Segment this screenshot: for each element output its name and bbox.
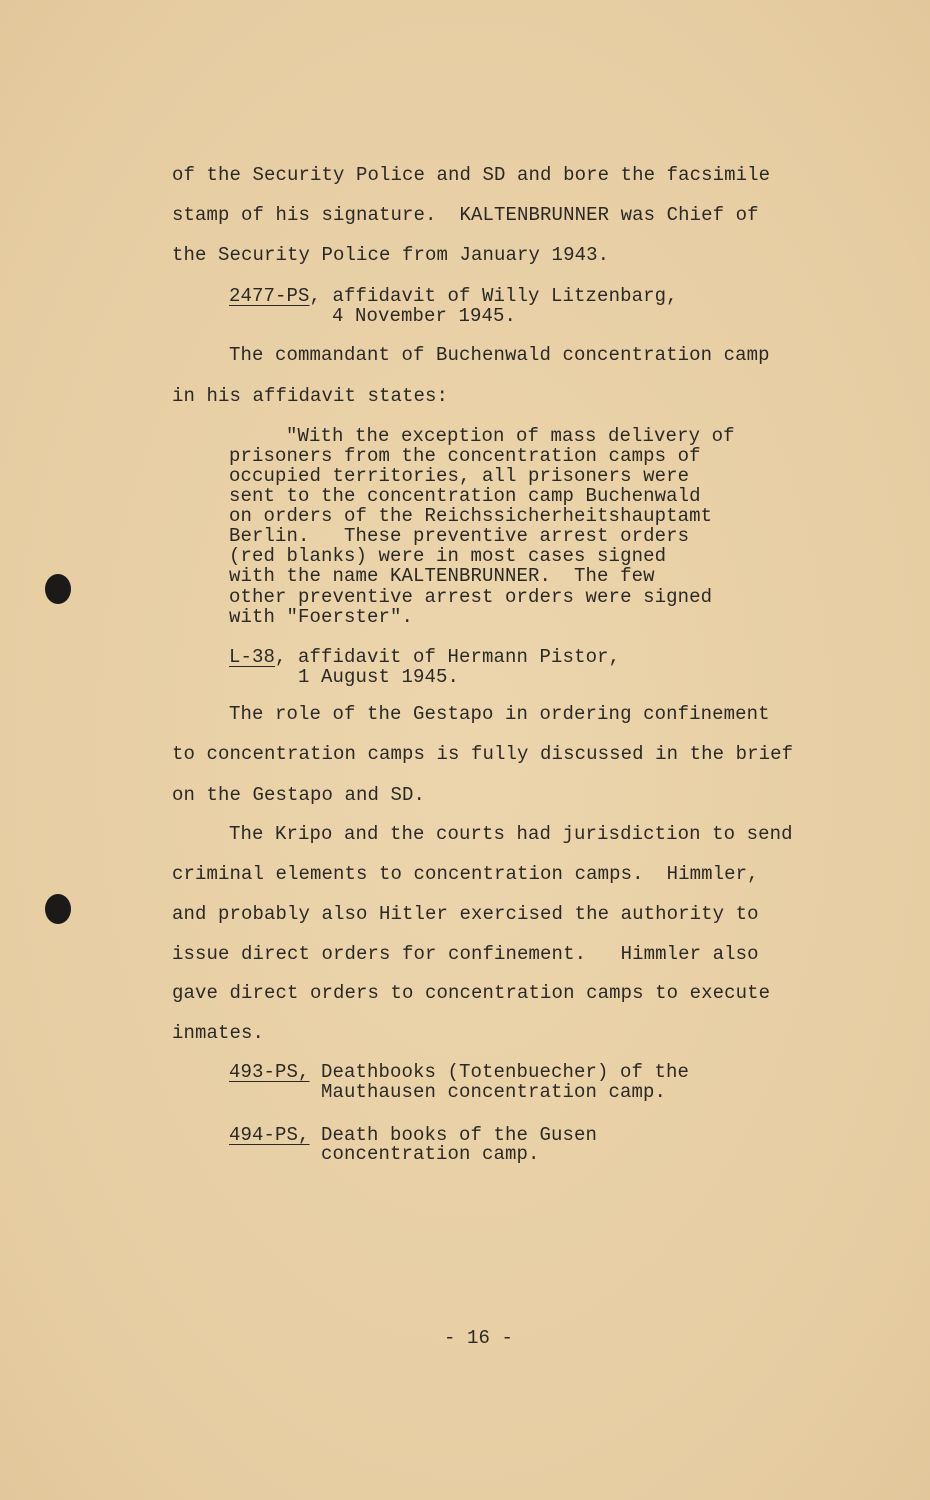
- text-line: stamp of his signature. KALTENBRUNNER was Chief of: [172, 204, 759, 226]
- text-line: in his affidavit states:: [172, 385, 449, 407]
- quote-line: (red blanks) were in most cases signed: [229, 545, 667, 567]
- text-line: The commandant of Buchenwald concentration camp: [229, 344, 770, 366]
- citation-l-38: [229, 646, 620, 668]
- text-line: and probably also Hitler exercised the authority to: [172, 903, 759, 925]
- text-line: on the Gestapo and SD.: [172, 784, 426, 806]
- page-number: - 16 -: [444, 1327, 514, 1349]
- citation-date: 1 August 1945.: [298, 666, 460, 688]
- quote-line: prisoners from the concentration camps of: [229, 445, 701, 467]
- text-line: The role of the Gestapo in ordering confinement: [229, 703, 770, 725]
- citation-text: , affidavit of Willy Litzenbarg,: [309, 285, 678, 307]
- quote-line: other preventive arrest orders were signed: [229, 586, 713, 608]
- citation-date: 4 November 1945.: [332, 305, 517, 327]
- text-line: to concentration camps is fully discussed in the brief: [172, 743, 794, 765]
- citation-2477-ps: [229, 285, 678, 307]
- text-line: gave direct orders to concentration camps to execute: [172, 982, 771, 1004]
- citation-text: Death books of the Gusen: [321, 1124, 598, 1146]
- citation-text: concentration camp.: [321, 1143, 540, 1165]
- quote-line: Berlin. These preventive arrest orders: [229, 525, 690, 547]
- citation-text: , affidavit of Hermann Pistor,: [275, 646, 621, 668]
- quote-line: occupied territories, all prisoners were: [229, 465, 690, 487]
- text-line: inmates.: [172, 1022, 265, 1044]
- punch-hole: [45, 574, 71, 604]
- quote-line: on orders of the Reichssicherheitshauptamt: [229, 505, 713, 527]
- citation-code-494-ps: 494-PS,: [229, 1124, 310, 1146]
- text-line: issue direct orders for confinement. Himmler also: [172, 943, 759, 965]
- quote-line: with the name KALTENBRUNNER. The few: [229, 565, 655, 587]
- citation-text: Deathbooks (Totenbuecher) of the: [321, 1061, 690, 1083]
- citation-code: 2477-PS: [229, 285, 310, 307]
- text-line: the Security Police from January 1943.: [172, 244, 610, 266]
- text-line: criminal elements to concentration camps. Himmler,: [172, 863, 759, 885]
- citation-text: Mauthausen concentration camp.: [321, 1081, 667, 1103]
- quote-line: sent to the concentration camp Buchenwald: [229, 485, 701, 507]
- quote-line: "With the exception of mass delivery of: [286, 425, 735, 447]
- text-line: The Kripo and the courts had jurisdiction to send: [229, 823, 793, 845]
- text-line: of the Security Police and SD and bore the facsimile: [172, 164, 771, 186]
- quote-line: with "Foerster".: [229, 606, 414, 628]
- citation-code: L-38: [229, 646, 276, 668]
- punch-hole: [45, 894, 71, 924]
- citation-code-493-ps: 493-PS,: [229, 1061, 310, 1083]
